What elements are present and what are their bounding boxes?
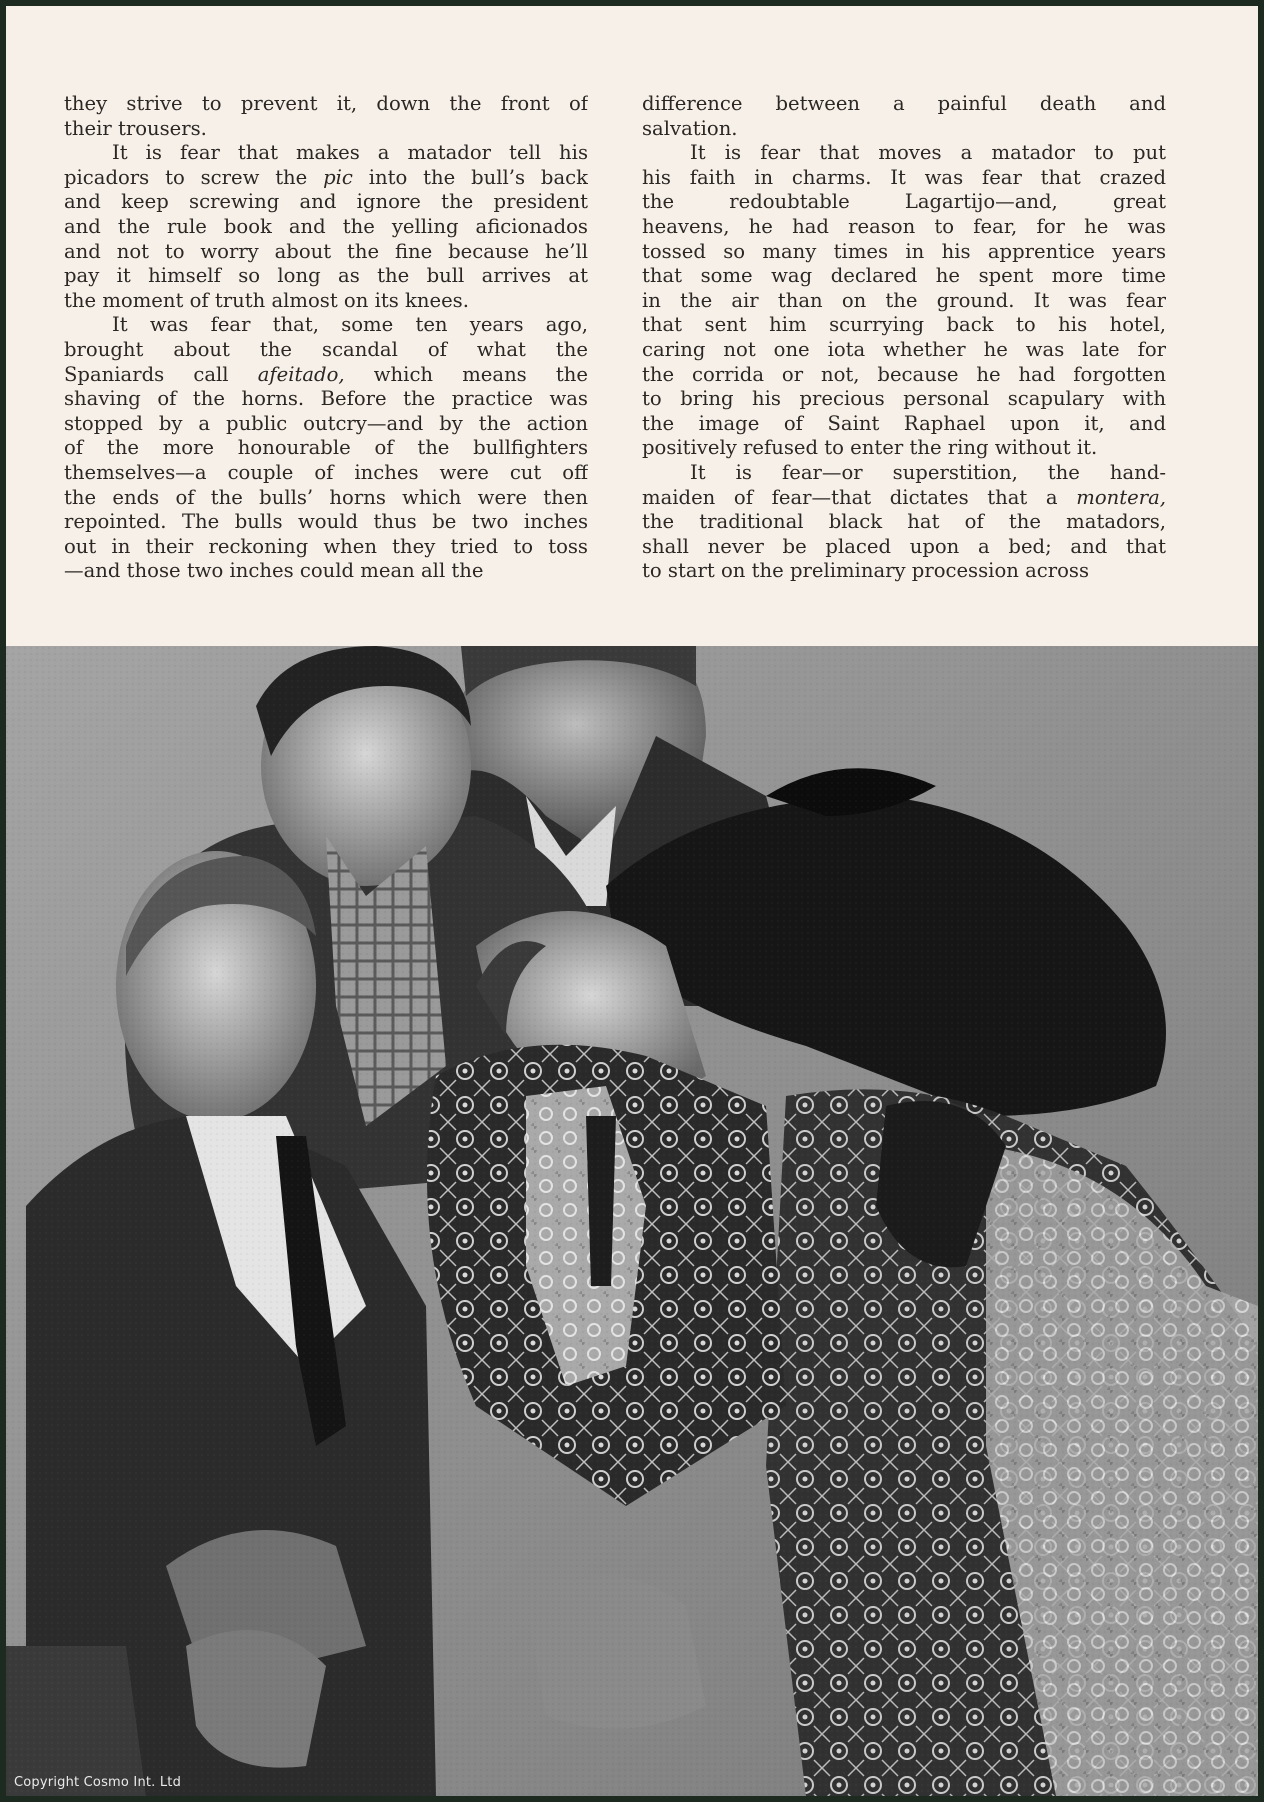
article-paragraph [64,141,588,313]
text-line: out in their reckoning when they tried to toss [64,534,588,558]
text-line: to start on the preliminary procession across [642,559,1090,583]
text-line: —and those two inches could mean all the [64,559,484,583]
text-line: his faith in charms. It was fear that crazed [642,165,1166,189]
text-line: caring not one iota whether he was late for [642,337,1166,361]
text-line: difference between a painful death and [642,92,1166,115]
article-paragraph [64,313,588,584]
article-paragraph [642,461,1166,584]
text-line: salvation. [642,116,738,140]
article-text-area [6,6,1258,646]
article-paragraph [642,141,1166,461]
text-line: to bring his precious personal scapulary with [642,387,1166,411]
text-line: tossed so many times in his apprentice years [642,239,1166,263]
text-line: themselves—a couple of inches were cut off [64,460,588,484]
text-line: picadors to screw the pic into the bull’s back [64,165,588,189]
article-column-left [64,92,588,584]
text-line: the ends of the bulls’ horns which were then [64,485,588,509]
text-line: in the air than on the ground. It was fear [642,288,1166,312]
copyright-notice: Copyright Cosmo Int. Ltd [14,1775,182,1790]
text-line: the image of Saint Raphael upon it, and [642,411,1166,435]
article-paragraph [642,92,1166,141]
text-line: the redoubtable Lagartijo—and, great [642,190,1166,214]
text-line: they strive to prevent it, down the front of [64,92,588,115]
text-line: that sent him scurrying back to his hotel, [642,313,1166,337]
text-line: and the rule book and the yelling aficionados [64,214,588,238]
text-line: It was fear that, some ten years ago, [112,313,588,337]
text-line: heavens, he had reason to fear, for he was [642,214,1166,238]
article-paragraph [64,92,588,141]
text-line: the traditional black hat of the matadors, [642,510,1166,534]
text-line: the moment of truth almost on its knees. [64,288,469,312]
text-line: repointed. The bulls would thus be two inches [64,510,588,534]
text-line: their trousers. [64,116,207,140]
text-line: shall never be placed upon a bed; and that [642,534,1166,558]
text-line: stopped by a public outcry—and by the action [64,411,588,435]
text-line: and not to worry about the fine because he’ll [64,239,588,263]
text-line: Spaniards call afeitado, which means the [64,362,588,386]
photograph-image [6,646,1258,1796]
bullfighter-photograph [6,646,1258,1796]
text-line: It is fear that makes a matador tell his [112,141,588,165]
article-column-right [642,92,1166,584]
text-line: positively refused to enter the ring without it. [642,436,1098,460]
text-line: shaving of the horns. Before the practice was [64,387,588,411]
text-line: It is fear that moves a matador to put [690,141,1166,165]
text-line: the corrida or not, because he had forgotten [642,362,1166,386]
magazine-page [6,6,1258,1796]
text-line: It is fear—or superstition, the hand- [690,460,1166,484]
text-line: brought about the scandal of what the [64,337,588,361]
text-line: that some wag declared he spent more time [642,264,1166,288]
text-line: of the more honourable of the bullfighters [64,436,588,460]
text-line: pay it himself so long as the bull arrives at [64,264,588,288]
text-line: and keep screwing and ignore the president [64,190,588,214]
text-line: maiden of fear—that dictates that a montera, [642,485,1166,509]
